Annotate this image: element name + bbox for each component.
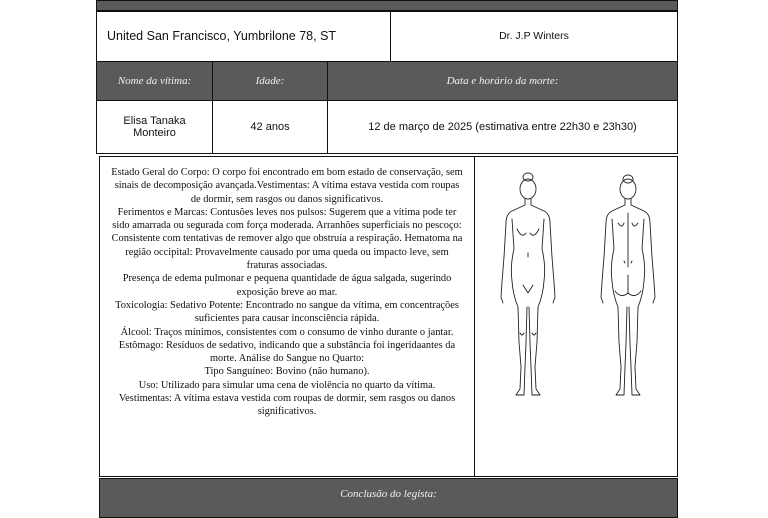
victim-name-value (96, 100, 213, 154)
report-paragraph-toxicology: Toxicologia: Sedativo Potente: Encontrado no sangue da vítima, em concentrações suficientes para causar inconsciência rápida. (115, 299, 459, 325)
report-paragraph-lungs: Presença de edema pulmonar e pequena quantidade de água salgada, sugerindo exposição breve ao mar. (122, 273, 452, 298)
victim-name-text: Elisa Tanaka Monteiro (123, 115, 186, 139)
back-body-outline (601, 175, 655, 395)
age-value: 42 anos (212, 100, 328, 154)
report-paragraph-clothing: Vestimentas: A vítima estava vestida com roupas de dormir, sem rasgos ou danos significativos. (118, 393, 456, 418)
conclusion-header: Conclusão do legista: (99, 478, 678, 518)
front-body-outline (501, 173, 555, 395)
report-paragraph-general: Estado Geral do Corpo: O corpo foi encontrado em bom estado de conservação, sem sinais de decomposição avançada.Vestimentas: A vítima estava vestida com roupas de dormir, sem rasgos ou danos significativos. (111, 167, 463, 205)
report-paragraph-alcohol: Álcool: Traços mínimos, consistentes com o consumo de vinho durante o jantar. Estômago: Resíduos de sedativo, indicando que a substância foi ingeridaantes da morte. Análise do Sangue no Quarto: (118, 326, 456, 365)
death-time-value: 12 de março de 2025 (estimativa entre 22h30 e 23h30) (327, 100, 678, 154)
death-time-header: Data e horário da morte: (327, 61, 678, 101)
address-field: United San Francisco, Yumbrilone 78, ST (96, 10, 391, 62)
autopsy-report-text (99, 156, 475, 477)
report-paragraph-blood-type: Tipo Sanguíneo: Bovino (não humano). (204, 366, 370, 378)
doctor-name: Dr. J.P Winters (390, 10, 678, 62)
body-diagram (475, 157, 676, 475)
report-paragraph-injuries: Ferimentos e Marcas: Contusões leves nos pulsos: Sugerem que a vítima pode ter sido amarrada ou segurada com força moderada. Arranhões superficiais no pescoço: Consistente com tentativas de remover algo que obstruía a respiração. Hematoma na região occipital: Provavelmente causado por uma queda ou impacto leve, sem fraturas associadas. (111, 206, 463, 272)
body-diagram-panel (474, 156, 678, 477)
report-paragraph-usage: Uso: Utilizado para simular uma cena de violência no quarto da vítima. (138, 379, 436, 391)
age-header: Idade: (212, 61, 328, 101)
victim-name-header: Nome da vítima: (96, 61, 213, 101)
